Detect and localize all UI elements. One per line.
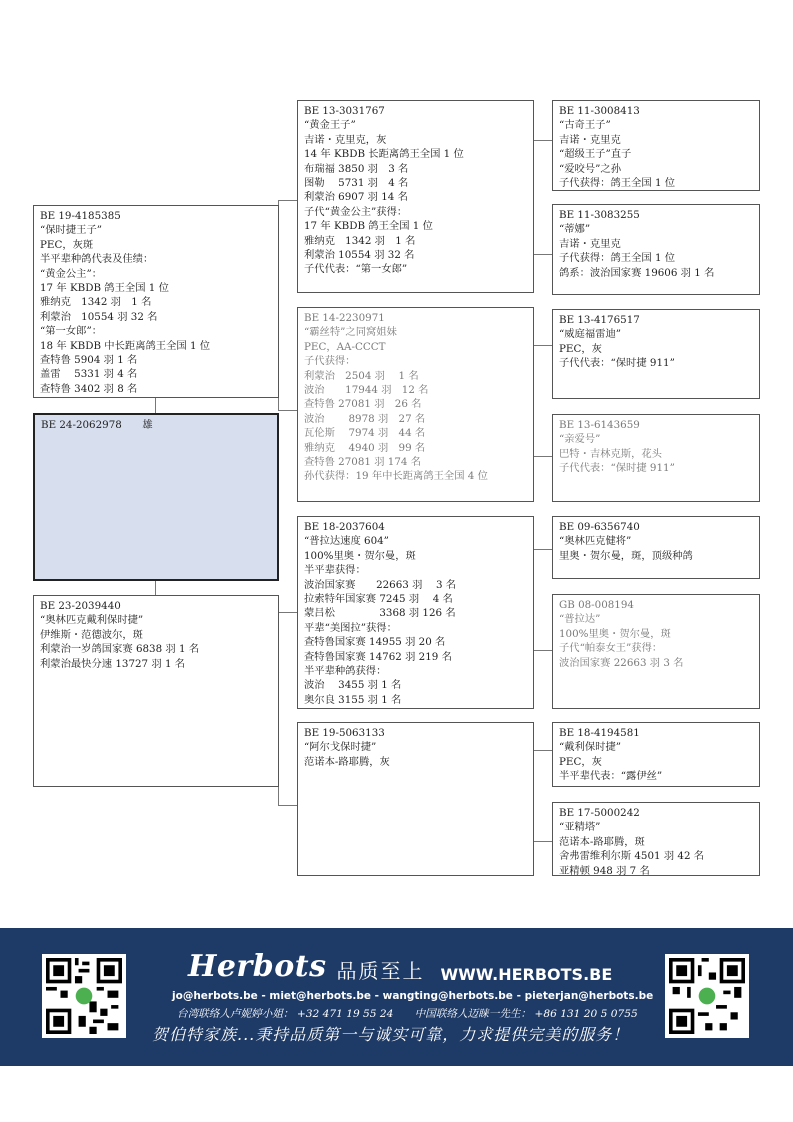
pedigree-line: 平辈“美图拉”获得： — [304, 621, 397, 634]
pedigree-line: 子代获得：鸽王全国 1 位 — [559, 177, 676, 190]
pedigree-line: 鸽系：波治国家赛 19606 羽 1 名 — [559, 266, 715, 279]
ring-number: BE 24-2062978 雄 — [41, 419, 153, 431]
pedigree-line: 子代代表：“保时捷 911” — [559, 462, 675, 475]
pedigree-line: 子代代表：“第一女郎” — [304, 263, 408, 276]
connector-dd-parents — [533, 750, 553, 842]
sire-sire-sire-box — [552, 100, 760, 191]
pedigree-line: 半平辈获得： — [304, 564, 366, 577]
pedigree-line: 雅纳克 1342 羽 1 名 — [304, 234, 416, 247]
pedigree-line: 利蒙治 10554 羽 32 名 — [304, 249, 415, 262]
pedigree-line: 范诺本-路耶腾，斑 — [559, 835, 645, 848]
brand-slogan: 品质至上 — [336, 959, 425, 983]
ring-number: BE 18-4194581 — [559, 727, 640, 739]
pedigree-line: 半平辈代表：“露伊丝” — [559, 770, 663, 783]
pedigree-line: 瓦伦斯 7974 羽 44 名 — [304, 427, 426, 440]
contact-phones: 台湾联络人卢妮婷小姐： +32 471 19 55 24 中国联络人迈睐一先生： +86 131 20 5 0755 — [177, 1008, 638, 1020]
pedigree-line: 子代“帕泰女王”获得： — [559, 642, 663, 655]
pedigree-line: “普拉达” — [559, 613, 601, 626]
ring-number: BE 13-4176517 — [559, 314, 640, 326]
dam-sire-box — [297, 516, 534, 709]
connector-ds-parents — [533, 549, 553, 651]
pedigree-line: 波治 17944 羽 12 名 — [304, 384, 429, 397]
ring-number: BE 11-3083255 — [559, 209, 640, 221]
pedigree-line: 孙代获得：19 年中长距离鸽王全国 4 位 — [304, 470, 488, 483]
connector-dam-stem — [155, 580, 156, 596]
pedigree-line: “霸丝特”之同窝姐妹 — [304, 326, 397, 339]
brand-row — [188, 950, 612, 984]
ring-number: BE 19-5063133 — [304, 727, 385, 739]
sire-dam-box — [297, 307, 534, 502]
pedigree-line: PEC，灰 — [559, 342, 602, 355]
pedigree-line: 100%里奥・贺尔曼，斑 — [559, 627, 671, 640]
footer-banner — [0, 928, 793, 1066]
pedigree-line: “普拉达速度 604” — [304, 535, 389, 548]
pedigree-line: 17 年 KBDB 鸽王全国 1 位 — [40, 282, 169, 295]
pedigree-line: 奥尔良 3155 羽 1 名 — [304, 693, 402, 706]
pedigree-line: PEC，AA-CCCT — [304, 340, 386, 353]
pedigree-line: 波治 8978 羽 27 名 — [304, 412, 426, 425]
pedigree-line: 盖雷 5331 羽 4 名 — [40, 368, 138, 381]
pedigree-line: “威庭福雷迪” — [559, 328, 622, 341]
connector-dam-parents — [278, 612, 298, 806]
pedigree-line: 14 年 KBDB 长距离鸽王全国 1 位 — [304, 148, 464, 161]
herbots-logo: Herbots — [188, 949, 327, 984]
sire-dam-sire-box — [552, 309, 760, 399]
connector-sire-parents — [278, 200, 298, 411]
pedigree-line: PEC，灰斑 — [40, 238, 94, 251]
pedigree-line: 利蒙治一岁鸽国家赛 6838 羽 1 名 — [40, 643, 200, 656]
sire-sire-box — [297, 100, 534, 293]
pedigree-line: 子代获得： — [304, 355, 356, 368]
pedigree-line: 伊维斯・范德波尔，斑 — [40, 628, 143, 641]
dam-dam-box — [297, 722, 534, 876]
pedigree-line: “超级王子”直子 — [559, 148, 632, 161]
pedigree-line: 半平辈种鸽代表及佳绩： — [40, 253, 154, 266]
ring-number: BE 13-6143659 — [559, 419, 640, 431]
pedigree-line: 利蒙治 2504 羽 1 名 — [304, 369, 419, 382]
ring-number: BE 13-3031767 — [304, 105, 385, 117]
pedigree-line: 布瑞福 3850 羽 3 名 — [304, 162, 409, 175]
pedigree-line: 查特鲁 5904 羽 1 名 — [40, 354, 138, 367]
pedigree-line: 波治国家赛 22663 羽 3 名 — [559, 656, 684, 669]
pedigree-line: 拉索特年国家赛 7245 羽 4 名 — [304, 593, 453, 606]
pedigree-line: “奥林匹克戴利保时捷” — [40, 614, 144, 627]
ring-number: BE 14-2230971 — [304, 312, 385, 324]
pedigree-line: 巴特・吉林克斯，花头 — [559, 447, 662, 460]
sire-dam-dam-box — [552, 414, 760, 502]
pedigree-line: 查特鲁 3402 羽 8 名 — [40, 382, 138, 395]
pedigree-line: 利蒙治 6907 羽 14 名 — [304, 191, 408, 204]
dam-dam-dam-box — [552, 802, 760, 876]
pedigree-line: “黄金王子” — [304, 119, 356, 132]
website-link[interactable]: WWW.HERBOTS.BE — [440, 965, 613, 984]
pedigree-line: “古奇王子” — [559, 119, 611, 132]
pedigree-line: “黄金公主”： — [40, 267, 103, 280]
pedigree-line: 利蒙治 10554 羽 32 名 — [40, 310, 158, 323]
connector-ss-parents — [533, 140, 553, 255]
pedigree-line: 半平辈种鸽获得： — [304, 665, 387, 678]
pedigree-line: “戴利保时捷” — [559, 741, 622, 754]
pedigree-line: 利蒙治最快分速 13727 羽 1 名 — [40, 657, 186, 670]
pedigree-line: “奥林匹克健将” — [559, 535, 632, 548]
pedigree-line: 子代代表：“保时捷 911” — [559, 357, 675, 370]
sire-sire-dam-box — [552, 204, 760, 295]
pedigree-line: 子代获得：鸽王全国 1 位 — [559, 252, 676, 265]
pedigree-line: 雅纳克 4940 羽 99 名 — [304, 441, 426, 454]
dam-dam-sire-box — [552, 722, 760, 787]
pedigree-line: 子代“黄金公主”获得： — [304, 205, 408, 218]
pedigree-line: “亚精塔” — [559, 821, 601, 834]
pedigree-line: 查特鲁国家赛 14955 羽 20 名 — [304, 636, 446, 649]
connector-sd-parents — [533, 345, 553, 457]
ring-number: BE 23-2039440 — [40, 600, 121, 612]
ring-number: BE 11-3008413 — [559, 105, 640, 117]
ring-number: BE 19-4185385 — [40, 210, 121, 222]
ring-number: GB 08-008194 — [559, 599, 634, 611]
pedigree-line: 雅纳克 1342 羽 1 名 — [40, 296, 152, 309]
subject-pigeon-box — [33, 413, 279, 581]
connector-sire-stem — [155, 398, 156, 414]
wechat-qr-code-right — [665, 954, 749, 1038]
ring-number: BE 17-5000242 — [559, 807, 640, 819]
dam-sire-sire-box — [552, 516, 760, 579]
contact-emails[interactable]: jo@herbots.be - miet@herbots.be - wangting@herbots.be - pieterjan@herbots.be — [172, 990, 654, 1002]
dam-box — [33, 595, 279, 787]
pedigree-line: 蒙吕松 3368 羽 126 名 — [304, 607, 456, 620]
pedigree-line: 查特鲁国家赛 14762 羽 219 名 — [304, 650, 452, 663]
wechat-qr-code-left — [42, 954, 126, 1038]
pedigree-line: 吉诺・克里克 — [559, 133, 621, 146]
pedigree-line: PEC，灰 — [559, 755, 602, 768]
pedigree-line: 17 年 KBDB 鸽王全国 1 位 — [304, 220, 433, 233]
pedigree-line: 100%里奥・贺尔曼，斑 — [304, 549, 416, 562]
pedigree-line: 查特鲁 27081 羽 174 名 — [304, 456, 421, 469]
pedigree-line: 波治国家赛 22663 羽 3 名 — [304, 578, 457, 591]
pedigree-line: “保时捷王子” — [40, 224, 103, 237]
ring-number: BE 09-6356740 — [559, 521, 640, 533]
pedigree-line: “阿尔戈保时捷” — [304, 741, 377, 754]
pedigree-line: 查特鲁 27081 羽 26 名 — [304, 398, 422, 411]
pedigree-line: 图勒 5731 羽 4 名 — [304, 177, 409, 190]
pedigree-line: 里奥・贺尔曼，斑，顶级种鸽 — [559, 549, 693, 562]
pedigree-line: “蒂娜” — [559, 223, 591, 236]
pedigree-line: 吉诺・克里克，灰 — [304, 133, 387, 146]
qr-code-icon — [46, 958, 122, 1034]
pedigree-line: 18 年 KBDB 中长距离鸽王全国 1 位 — [40, 339, 211, 352]
ring-number: BE 18-2037604 — [304, 521, 385, 533]
pedigree-line: 亚精顿 948 羽 7 名 — [559, 864, 650, 876]
pedigree-line: “第一女郎”： — [40, 325, 103, 338]
sire-box — [33, 205, 279, 398]
pedigree-line: 范诺本-路耶腾，灰 — [304, 755, 390, 768]
pedigree-line: “亲爱号” — [559, 433, 601, 446]
family-motto: 贺伯特家族...秉持品质第一与诚实可靠，力求提供完美的服务！ — [152, 1025, 630, 1044]
pedigree-line: “爱咬号”之孙 — [559, 162, 622, 175]
pedigree-line: 波治 3455 羽 1 名 — [304, 679, 402, 692]
pedigree-line: 吉诺・克里克 — [559, 237, 621, 250]
pedigree-line: 舍弗雷维利尔斯 4501 羽 42 名 — [559, 850, 705, 863]
qr-code-icon — [669, 958, 745, 1034]
dam-sire-dam-box — [552, 594, 760, 709]
